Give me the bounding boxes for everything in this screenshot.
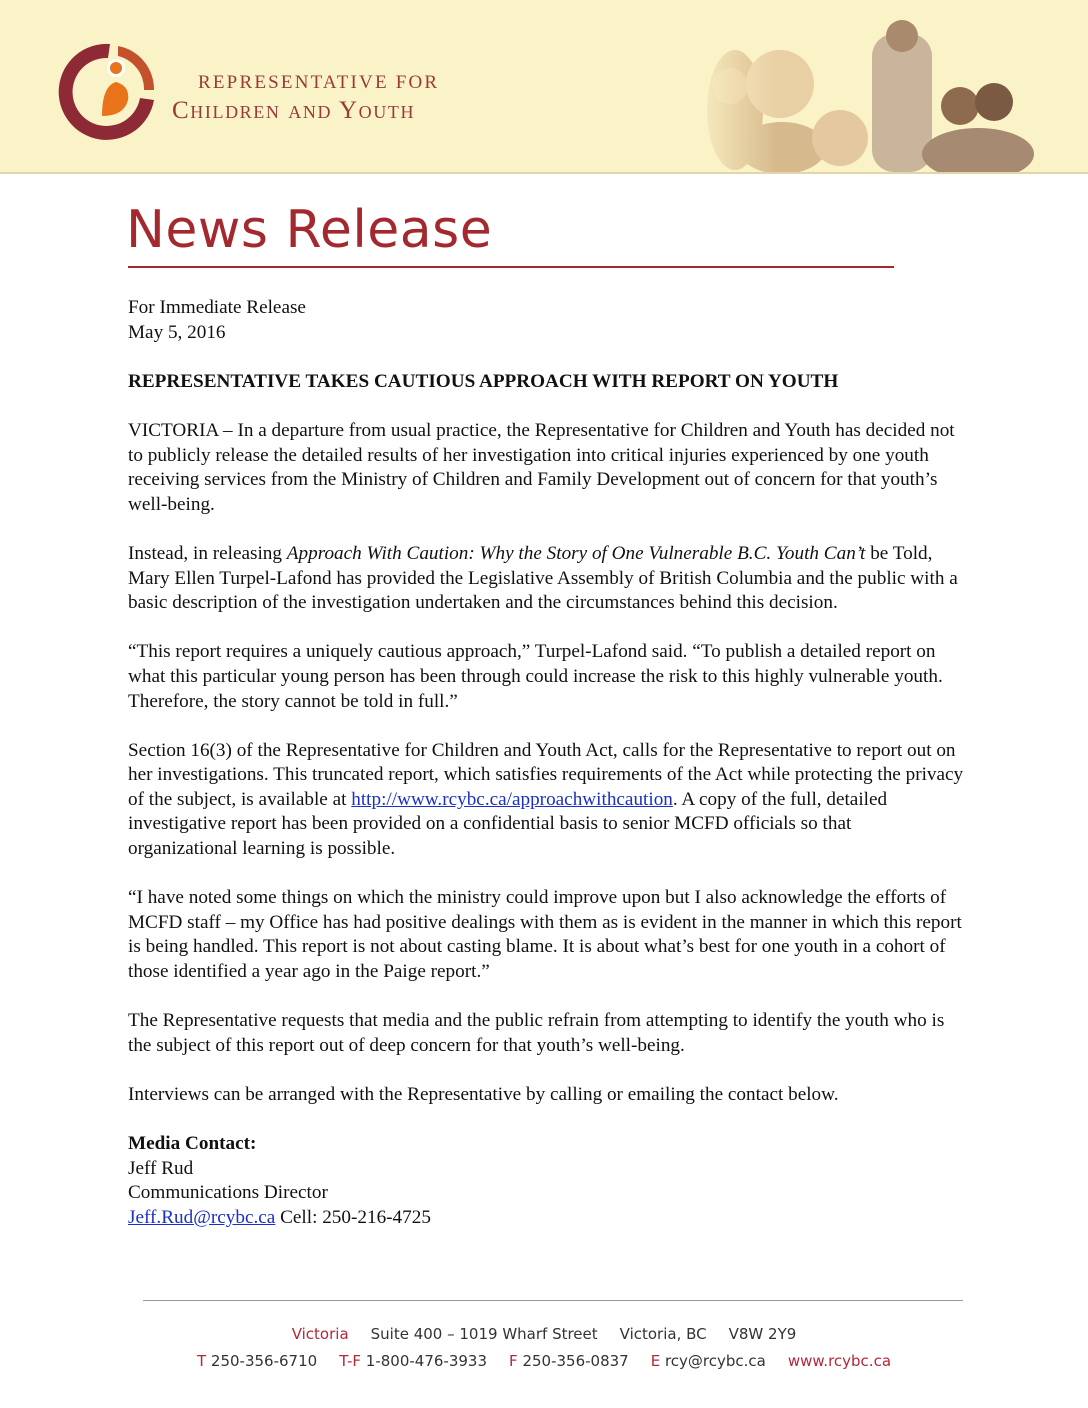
children-photo-collage	[690, 14, 1040, 172]
footer-tollfree: 1-800-476-3933	[365, 1352, 488, 1370]
letterhead-banner	[0, 0, 1088, 174]
report-link[interactable]: http://www.rcybc.ca/approachwithcaution	[351, 788, 673, 810]
media-contact-label: Media Contact:	[128, 1133, 257, 1155]
contact-name: Jeff Rud	[128, 1157, 194, 1179]
footer-website[interactable]: www.rcybc.ca	[787, 1352, 892, 1370]
org-name-line2: Children and Youth	[172, 97, 416, 124]
contact-role: Communications Director	[128, 1182, 328, 1204]
contact-phone: Cell: 250-216-4725	[275, 1206, 431, 1228]
footer-email[interactable]: rcy@rcybc.ca	[664, 1352, 766, 1370]
footer-tollfree-label: T-F	[339, 1352, 362, 1370]
paragraph-2-lead: Instead, in releasing	[128, 542, 287, 564]
paragraph-2-rest: be Told, Mary Ellen Turpel-Lafond has provided the Legislative Assembly of British Columbia and the public with a basic description of the investigation undertaken and the circumstances behind this decision.	[128, 542, 958, 614]
footer-fax: 250-356-0837	[522, 1352, 629, 1370]
paragraph-7: Interviews can be arranged with the Representative by calling or emailing the contact below.	[128, 1084, 839, 1105]
footer-street: Suite 400 – 1019 Wharf Street	[370, 1325, 598, 1343]
footer-address	[0, 1325, 1088, 1343]
title-divider	[128, 266, 894, 268]
footer-fax-label: F	[509, 1352, 518, 1370]
footer-divider	[143, 1300, 963, 1301]
release-body	[128, 296, 964, 1231]
contact-email-link[interactable]: Jeff.Rud@rcybc.ca	[128, 1206, 276, 1228]
org-name-line1: REPRESENTATIVE FOR	[198, 72, 440, 93]
release-date: May 5, 2016	[128, 321, 226, 343]
paragraph-4	[128, 739, 964, 862]
paragraph-5: “I have noted some things on which the ministry could improve upon but I also acknowledge the efforts of MCFD staff – my Office has had positive dealings with them as is evident in the manner in which this report is being handled. This report is not about casting blame. It is about what’s best for one youth in a cohort of those identified a year ago in the Paige report.”	[128, 887, 962, 983]
paragraph-2	[128, 542, 964, 616]
footer-email-label: E	[650, 1352, 661, 1370]
footer-postal: V8W 2Y9	[728, 1325, 797, 1343]
rcy-logo-icon	[58, 38, 158, 142]
news-release-title: News Release	[126, 200, 493, 260]
contact-line	[128, 1206, 964, 1231]
footer-phone: 250-356-6710	[210, 1352, 318, 1370]
release-headline: REPRESENTATIVE TAKES CAUTIOUS APPROACH WITH REPORT ON YOUTH	[128, 370, 839, 392]
paragraph-3: “This report requires a uniquely cautious approach,” Turpel-Lafond said. “To publish a detailed report on what this particular young person has been through could increase the risk to this highly vulnerable youth. Therefore, the story cannot be told in full.”	[128, 641, 943, 712]
footer-contacts	[0, 1352, 1088, 1370]
release-status: For Immediate Release	[128, 297, 306, 318]
paragraph-6: The Representative requests that media and the public refrain from attempting to identify the youth who is the subject of this report out of deep concern for that youth’s well-being.	[128, 1010, 945, 1056]
report-title: Approach With Caution: Why the Story of One Vulnerable B.C. Youth Can’t	[286, 542, 866, 564]
paragraph-4-lead: Section 16(3) of the Representative for Children and Youth Act, calls for the Representative to report out on her investigations. This truncated report, which satisfies requirements of the Act while protecting the privacy of the subject, is available at	[128, 739, 964, 810]
footer-city-label: Victoria	[291, 1325, 349, 1343]
paragraph-4-rest: . A copy of the full, detailed investigative report has been provided on a confidential basis to senior MCFD officials so that organizational learning is possible.	[128, 788, 888, 860]
footer-phone-label: T	[196, 1352, 207, 1370]
footer-city: Victoria, BC	[619, 1325, 707, 1343]
paragraph-1: VICTORIA – In a departure from usual practice, the Representative for Children and Youth has decided not to publicly release the detailed results of her investigation into critical injuries experienced by one youth receiving services from the Ministry of Children and Family Development out of concern for that youth’s well-being.	[128, 419, 955, 515]
